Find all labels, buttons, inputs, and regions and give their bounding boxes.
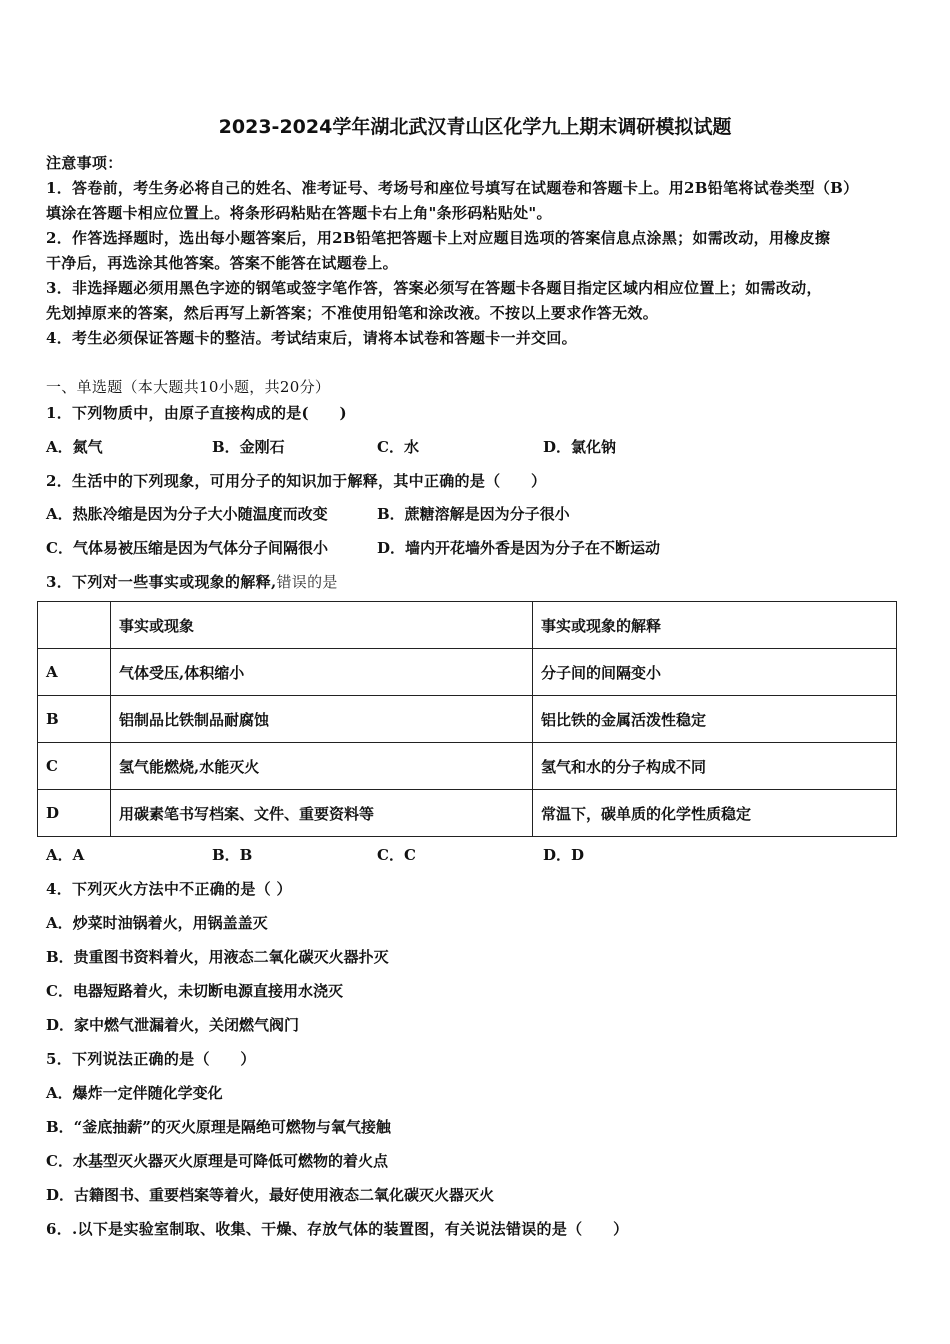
table-header-row xyxy=(38,602,897,649)
notice-line: 先划掉原来的答案，然后再写上新答案；不准使用铅笔和涂改液。不按以上要求作答无效。 xyxy=(46,304,659,322)
q1-option-a: A．氮气 xyxy=(46,438,103,456)
q5-option-d: D．古籍图书、重要档案等着火，最好使用液态二氧化碳灭火器灭火 xyxy=(46,1186,495,1204)
notice-heading: 注意事项： xyxy=(46,154,123,172)
question-5-stem: 5．下列说法正确的是（ ） xyxy=(46,1050,256,1068)
q5-option-b: B．“釜底抽薪”的灭火原理是隔绝可燃物与氧气接触 xyxy=(46,1118,391,1136)
table-header-cell xyxy=(38,602,111,649)
q1-option-d: D．氯化钠 xyxy=(543,438,617,456)
q3-stem-tail: 错误的是 xyxy=(276,573,338,591)
question-3-stem xyxy=(46,571,338,592)
q2-option-b: B．蔗糖溶解是因为分子很小 xyxy=(377,505,570,523)
table-cell: 用碳素笔书写档案、文件、重要资料等 xyxy=(111,790,533,837)
table-header-cell: 事实或现象 xyxy=(111,602,533,649)
table-row xyxy=(38,696,897,743)
q2-option-d: D．墙内开花墙外香是因为分子在不断运动 xyxy=(377,539,661,557)
table-header-cell: 事实或现象的解释 xyxy=(533,602,897,649)
notice-line: 填涂在答题卡相应位置上。将条形码粘贴在答题卡右上角"条形码粘贴处"。 xyxy=(46,204,552,222)
question-2-stem: 2．生活中的下列现象，可用分子的知识加于解释，其中正确的是（ ） xyxy=(46,472,547,490)
q5-option-c: C．水基型灭火器灭火原理是可降低可燃物的着火点 xyxy=(46,1152,388,1170)
question-4-stem: 4．下列灭火方法中不正确的是（ ） xyxy=(46,880,292,898)
q3-stem-text: 3．下列对一些事实或现象的解释, xyxy=(46,573,277,591)
notice-line: 4．考生必须保证答题卡的整洁。考试结束后，请将本试卷和答题卡一并交回。 xyxy=(46,329,577,347)
table-cell: 气体受压,体积缩小 xyxy=(111,649,533,696)
table-cell: 氢气和水的分子构成不同 xyxy=(533,743,897,790)
q1-option-c: C．水 xyxy=(377,438,419,456)
table-cell: D xyxy=(38,790,111,837)
q3-option-a: A．A xyxy=(46,846,85,864)
table-row xyxy=(38,790,897,837)
q2-option-c: C．气体易被压缩是因为气体分子间隔很小 xyxy=(46,539,328,557)
notice-line: 3．非选择题必须用黑色字迹的钢笔或签字笔作答，答案必须写在答题卡各题目指定区域内相应位置上；如需改动， xyxy=(46,279,822,297)
table-cell: 分子间的间隔变小 xyxy=(533,649,897,696)
q4-option-d: D．家中燃气泄漏着火，关闭燃气阀门 xyxy=(46,1016,300,1034)
table-cell: 常温下，碳单质的化学性质稳定 xyxy=(533,790,897,837)
q3-facts-table xyxy=(37,601,897,837)
table-cell: 铝比铁的金属活泼性稳定 xyxy=(533,696,897,743)
section-heading: 一、单选题（本大题共10小题，共20分） xyxy=(46,378,331,396)
q1-option-b: B．金刚石 xyxy=(212,438,285,456)
table-cell: 铝制品比铁制品耐腐蚀 xyxy=(111,696,533,743)
q3-option-c: C．C xyxy=(377,846,416,864)
q4-option-c: C．电器短路着火，未切断电源直接用水浇灭 xyxy=(46,982,343,1000)
table-cell: C xyxy=(38,743,111,790)
notice-line: 干净后，再选涂其他答案。答案不能答在试题卷上。 xyxy=(46,254,398,272)
table-cell: A xyxy=(38,649,111,696)
notice-line: 2．作答选择题时，选出每小题答案后，用2B铅笔把答题卡上对应题目选项的答案信息点涂黑；如需改动，用橡皮擦 xyxy=(46,229,831,247)
table-cell: B xyxy=(38,696,111,743)
question-6-stem: 6．.以下是实验室制取、收集、干燥、存放气体的装置图，有关说法错误的是（ ） xyxy=(46,1220,629,1238)
table-row xyxy=(38,649,897,696)
q3-option-b: B．B xyxy=(212,846,253,864)
q4-option-b: B．贵重图书资料着火，用液态二氧化碳灭火器扑灭 xyxy=(46,948,389,966)
q2-option-a: A．热胀冷缩是因为分子大小随温度而改变 xyxy=(46,505,328,523)
q3-option-d: D．D xyxy=(543,846,585,864)
q5-option-a: A．爆炸一定伴随化学变化 xyxy=(46,1084,223,1102)
exam-title: 2023-2024学年湖北武汉青山区化学九上期末调研模拟试题 xyxy=(218,116,732,138)
q4-option-a: A．炒菜时油锅着火，用锅盖盖灭 xyxy=(46,914,268,932)
table-row xyxy=(38,743,897,790)
question-1-stem: 1．下列物质中，由原子直接构成的是( ) xyxy=(46,404,347,422)
notice-line: 1．答卷前，考生务必将自己的姓名、准考证号、考场号和座位号填写在试题卷和答题卡上。用2B铅笔将试卷类型（B） xyxy=(46,179,859,197)
table-cell: 氢气能燃烧,水能灭火 xyxy=(111,743,533,790)
